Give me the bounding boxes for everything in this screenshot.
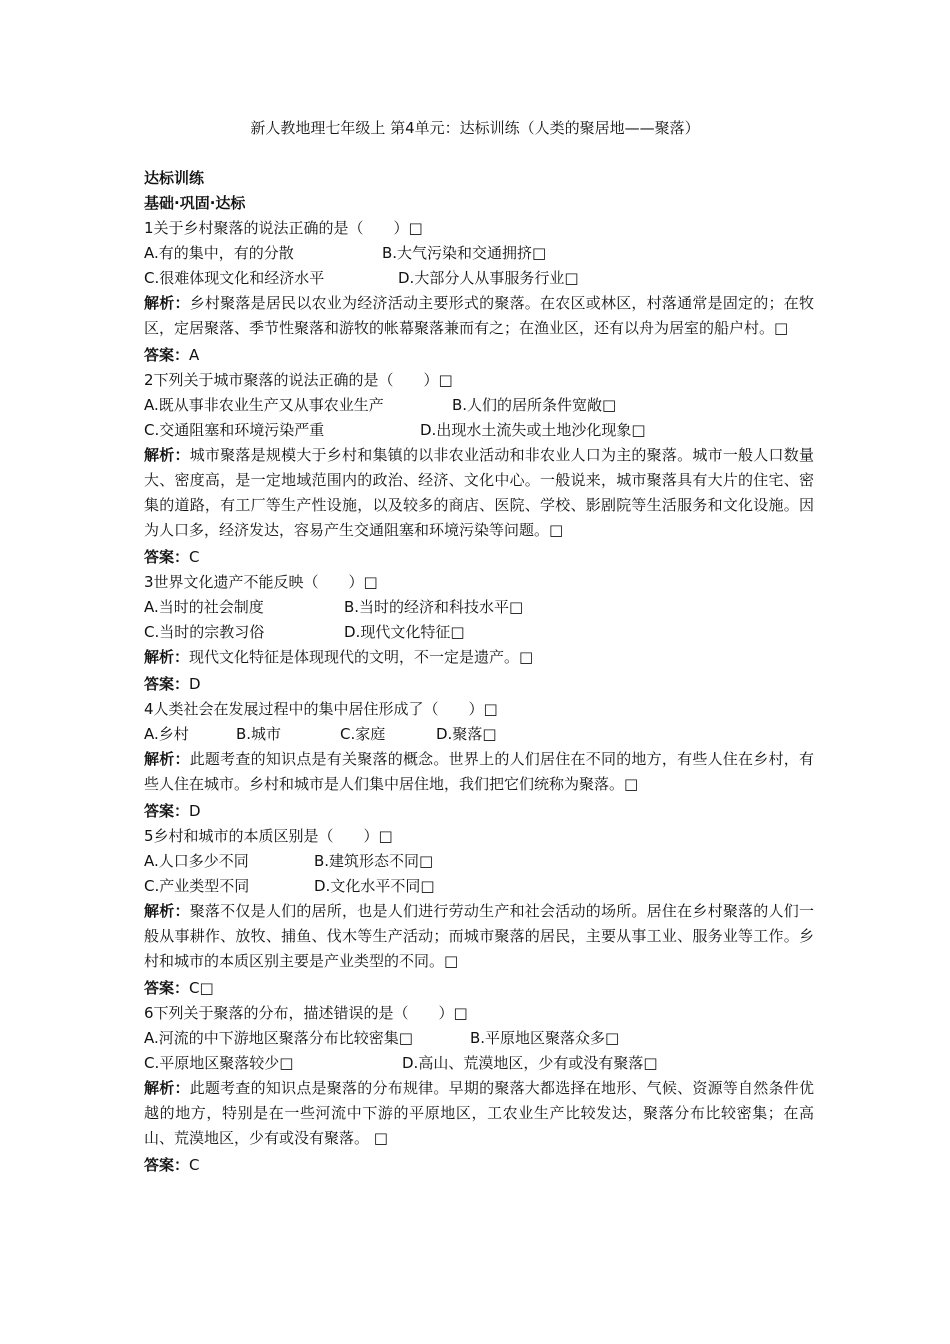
answer-label: 答案： [144, 1156, 190, 1174]
option-c: C.产业类型不同 [144, 877, 250, 895]
explanation-text: 此题考查的知识点是聚落的分布规律。早期的聚落大都选择在地形、气候、资源等自然条件优越的地方，特别是在一些河流中下游的平原地区，工农业生产比较发达，聚落分布比较密集；在高山、荒漠地区，少有或没有聚落。 □ [144, 1079, 814, 1147]
option-d: D.现代文化特征□ [344, 623, 465, 641]
option-b: B.城市 [236, 725, 282, 743]
option-b: B.平原地区聚落众多□ [470, 1029, 620, 1047]
option-a: A.当时的社会制度 [144, 598, 264, 616]
section-subtitle: 基础·巩固·达标 [144, 194, 246, 212]
explanation-label: 解析： [144, 446, 190, 464]
explanation-label: 解析： [144, 750, 190, 768]
options-row [144, 595, 814, 620]
explanation-label: 解析： [144, 648, 190, 666]
explanation-text: 聚落不仅是人们的居所，也是人们进行劳动生产和社会活动的场所。居住在乡村聚落的人们一般从事耕作、放牧、捕鱼、伐木等生产活动；而城市聚落的居民，主要从事工业、服务业等工作。乡村和城市的本质区别主要是产业类型的不同。□ [144, 902, 814, 970]
document-title: 新人教地理七年级上 第4单元：达标训练（人类的聚居地——聚落） [250, 119, 700, 137]
answer [144, 545, 814, 570]
document-body [144, 166, 814, 1178]
answer [144, 672, 814, 697]
option-d: D.聚落□ [436, 725, 497, 743]
answer-label: 答案： [144, 802, 190, 820]
question-stem: 3世界文化遗产不能反映（ ）□ [144, 573, 378, 591]
option-a: A.乡村 [144, 725, 189, 743]
option-d: D.文化水平不同□ [314, 877, 435, 895]
explanation-label: 解析： [144, 294, 190, 312]
option-d: D.高山、荒漠地区，少有或没有聚落□ [402, 1054, 658, 1072]
answer-value: C [189, 548, 200, 566]
options-row [144, 620, 814, 645]
options-row [144, 722, 814, 747]
answer-label: 答案： [144, 979, 190, 997]
explanation [144, 747, 814, 797]
question-stem: 1关于乡村聚落的说法正确的是（ ）□ [144, 219, 423, 237]
answer-value: A [189, 346, 200, 364]
question-stem: 6下列关于聚落的分布，描述错误的是（ ）□ [144, 1004, 468, 1022]
answer [144, 799, 814, 824]
question-1 [144, 216, 814, 368]
question-3 [144, 570, 814, 697]
question-stem: 4人类社会在发展过程中的集中居住形成了（ ）□ [144, 700, 498, 718]
explanation-text: 此题考查的知识点是有关聚落的概念。世界上的人们居住在不同的地方，有些人住在乡村，有些人住在城市。乡村和城市是人们集中居住地，我们把它们统称为聚落。□ [144, 750, 814, 793]
answer [144, 1153, 814, 1178]
explanation-text: 城市聚落是规模大于乡村和集镇的以非农业活动和非农业人口为主的聚落。城市一般人口数量大、密度高，是一定地域范围内的政治、经济、文化中心。一般说来，城市聚落具有大片的住宅、密集的道路，有工厂等生产性设施，以及较多的商店、医院、学校、影剧院等生活服务和文化设施。因为人口多，经济发达，容易产生交通阻塞和环境污染等问题。□ [144, 446, 814, 539]
question-5 [144, 824, 814, 1001]
option-d: D.出现水土流失或土地沙化现象□ [420, 421, 646, 439]
option-a: A.河流的中下游地区聚落分布比较密集□ [144, 1029, 413, 1047]
options-row [144, 849, 814, 874]
answer-label: 答案： [144, 548, 190, 566]
explanation [144, 291, 814, 341]
question-4 [144, 697, 814, 824]
explanation [144, 645, 814, 670]
options-row [144, 266, 814, 291]
explanation [144, 899, 814, 974]
option-a: A.有的集中，有的分散 [144, 244, 294, 262]
option-c: C.交通阻塞和环境污染严重 [144, 421, 325, 439]
options-row [144, 393, 814, 418]
option-b: B.大气污染和交通拥挤□ [382, 244, 547, 262]
answer-value: D [189, 675, 201, 693]
question-stem: 2下列关于城市聚落的说法正确的是（ ）□ [144, 371, 453, 389]
options-row [144, 1051, 814, 1076]
option-c: C.平原地区聚落较少□ [144, 1054, 294, 1072]
options-row [144, 874, 814, 899]
answer-label: 答案： [144, 346, 190, 364]
option-c: C.当时的宗教习俗 [144, 623, 265, 641]
option-a: A.人口多少不同 [144, 852, 249, 870]
option-b: B.当时的经济和科技水平□ [344, 598, 524, 616]
option-c: C.很难体现文化和经济水平 [144, 269, 325, 287]
option-c: C.家庭 [340, 725, 386, 743]
explanation-text: 乡村聚落是居民以农业为经济活动主要形式的聚落。在农区或林区，村落通常是固定的；在牧区，定居聚落、季节性聚落和游牧的帐幕聚落兼而有之；在渔业区，还有以舟为居室的船户村。□ [144, 294, 814, 337]
options-row [144, 418, 814, 443]
answer-label: 答案： [144, 675, 190, 693]
explanation-text: 现代文化特征是体现现代的文明，不一定是遗产。□ [189, 648, 534, 666]
explanation-label: 解析： [144, 1079, 190, 1097]
explanation [144, 1076, 814, 1151]
answer [144, 976, 814, 1001]
question-2 [144, 368, 814, 570]
option-b: B.人们的居所条件宽敞□ [452, 396, 617, 414]
explanation [144, 443, 814, 543]
option-a: A.既从事非农业生产又从事农业生产 [144, 396, 384, 414]
question-stem: 5乡村和城市的本质区别是（ ）□ [144, 827, 393, 845]
section-title: 达标训练 [144, 169, 205, 187]
options-row [144, 1026, 814, 1051]
option-b: B.建筑形态不同□ [314, 852, 434, 870]
options-row [144, 241, 814, 266]
answer-value: D [189, 802, 201, 820]
question-6 [144, 1001, 814, 1178]
answer [144, 343, 814, 368]
answer-value: C□ [189, 979, 214, 997]
answer-value: C [189, 1156, 200, 1174]
explanation-label: 解析： [144, 902, 190, 920]
option-d: D.大部分人从事服务行业□ [398, 269, 579, 287]
